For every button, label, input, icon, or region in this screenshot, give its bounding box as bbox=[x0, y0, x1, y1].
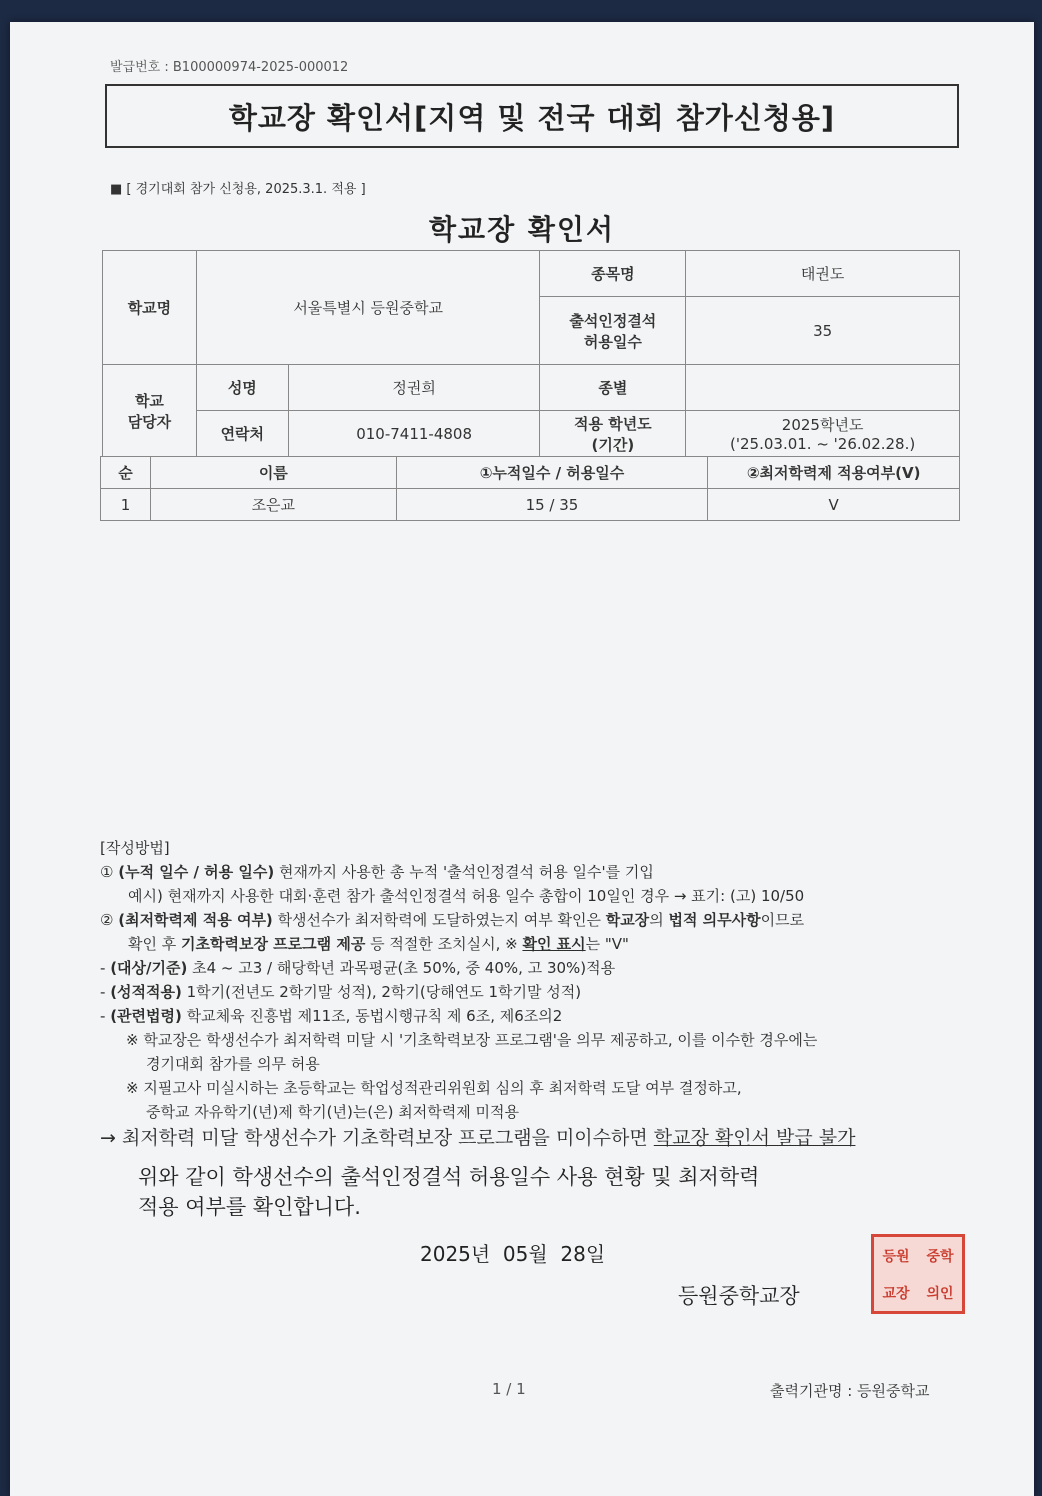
year-label bbox=[540, 411, 686, 457]
main-title: 학교장 확인서[지역 및 전국 대회 참가신청용] bbox=[105, 84, 959, 148]
issue-number: 발급번호 : B100000974-2025-000012 bbox=[110, 60, 349, 75]
sub-title: 학교장 확인서 bbox=[428, 213, 616, 246]
instr-bold: (대상/기준) bbox=[110, 959, 188, 977]
instr-text: - bbox=[100, 983, 111, 1001]
seal-char: 등원 bbox=[882, 1248, 910, 1265]
instr-line-11: 중학교 자유학기(년)제 학기(년)는(은) 최저학력제 미적용 bbox=[146, 1103, 519, 1121]
col-header-days: ①누적일수 / 허용일수 bbox=[396, 457, 708, 489]
instr-text: 등 적절한 조치실시, ※ bbox=[365, 935, 523, 953]
instr-bold: (관련법령) bbox=[110, 1007, 182, 1025]
type-label: 종별 bbox=[540, 365, 686, 411]
official-seal bbox=[871, 1234, 965, 1314]
seal-char: 의인 bbox=[926, 1285, 954, 1302]
name-value: 정권희 bbox=[288, 365, 540, 411]
allowed-days-value: 35 bbox=[686, 297, 960, 365]
instr-bold: 학교장 bbox=[605, 911, 650, 929]
instr-bold: 확인 표시 bbox=[522, 935, 586, 953]
instr-text: → 최저학력 미달 학생선수가 기초학력보장 프로그램을 미이수하면 bbox=[100, 1127, 654, 1149]
confirmation-text bbox=[138, 1162, 759, 1222]
instr-text: 1학기(전년도 2학기말 성적), 2학기(당해연도 1학기말 성적) bbox=[181, 983, 582, 1001]
col-header-name: 이름 bbox=[150, 457, 396, 489]
instr-line-3 bbox=[100, 908, 980, 932]
row-no: 1 bbox=[101, 489, 151, 521]
table-row bbox=[101, 489, 960, 521]
contact-label-line2: 담당자 bbox=[127, 412, 172, 431]
instr-bold: 기초학력보장 프로그램 제공 bbox=[181, 935, 366, 953]
instr-text: 현재까지 사용한 총 누적 '출석인정결석 허용 일수'를 기입 bbox=[274, 863, 654, 881]
instr-line-12 bbox=[100, 1126, 980, 1150]
instr-text: ② bbox=[100, 911, 119, 929]
instr-line-5 bbox=[100, 956, 980, 980]
seal-char: 중학 bbox=[926, 1248, 954, 1265]
instr-line-7 bbox=[100, 1004, 980, 1028]
instr-text: 이므로 bbox=[760, 911, 805, 929]
principal-name: 등원중학교장 bbox=[678, 1284, 800, 1308]
contact-label-line1: 학교 bbox=[134, 391, 164, 410]
instr-bold: (최저학력제 적용 여부) bbox=[118, 911, 273, 929]
instr-text: 초4 ~ 고3 / 해당학년 과목평균(초 50%, 중 40%, 고 30%)적용 bbox=[187, 959, 616, 977]
name-label: 성명 bbox=[196, 365, 288, 411]
sport-label: 종목명 bbox=[540, 251, 686, 297]
school-value: 서울특별시 등원중학교 bbox=[196, 251, 540, 365]
document-sheet bbox=[10, 22, 1034, 1496]
instr-line-9: 경기대회 참가를 의무 허용 bbox=[146, 1055, 320, 1073]
row-days: 15 / 35 bbox=[396, 489, 708, 521]
usage-note: ■ [ 경기대회 참가 신청용, 2025.3.1. 적용 ] bbox=[110, 182, 366, 197]
instr-text: - bbox=[100, 959, 111, 977]
sport-value: 태권도 bbox=[686, 251, 960, 297]
instructions-heading: [작성방법] bbox=[100, 839, 170, 857]
instr-line-10: ※ 지필고사 미실시하는 초등학교는 학업성적관리위원회 심의 후 최저학력 도달 여부 결정하고, bbox=[126, 1079, 742, 1097]
year-value bbox=[686, 411, 960, 457]
instr-text: 확인 후 bbox=[128, 935, 182, 953]
allowed-days-label-line1: 출석인정결석 bbox=[569, 311, 657, 330]
instr-bold: (성적적용) bbox=[110, 983, 182, 1001]
col-header-no: 순 bbox=[101, 457, 151, 489]
instr-text: 의 bbox=[649, 911, 669, 929]
allowed-days-label bbox=[540, 297, 686, 365]
confirmation-line-1: 위와 같이 학생선수의 출석인정결석 허용일수 사용 현황 및 최저학력 bbox=[138, 1165, 760, 1189]
col-header-min-academic: ②최저학력제 적용여부(V) bbox=[708, 457, 960, 489]
instr-line-2: 예시) 현재까지 사용한 대회·훈련 참가 출석인정결석 허용 일수 총합이 10일인 경우 → 표기: (고) 10/50 bbox=[128, 887, 805, 905]
output-organization: 출력기관명 : 등원중학교 bbox=[770, 1382, 930, 1400]
instr-line-6 bbox=[100, 980, 980, 1004]
instr-line-8: ※ 학교장은 학생선수가 최저학력 미달 시 '기초학력보장 프로그램'을 의무 제공하고, 이를 이수한 경우에는 bbox=[126, 1031, 818, 1049]
phone-label: 연락처 bbox=[196, 411, 288, 457]
seal-char: 교장 bbox=[882, 1285, 910, 1302]
contact-label bbox=[103, 365, 197, 457]
instr-text: 학교체육 진흥법 제11조, 동법시행규칙 제 6조, 제6조의2 bbox=[181, 1007, 563, 1025]
confirmation-line-2: 적용 여부를 확인합니다. bbox=[138, 1195, 361, 1219]
school-label: 학교명 bbox=[103, 251, 197, 365]
student-table bbox=[100, 456, 960, 521]
issue-date: 2025년 05월 28일 bbox=[420, 1242, 606, 1266]
phone-value: 010-7411-4808 bbox=[288, 411, 540, 457]
info-table bbox=[102, 250, 960, 457]
year-value-line1: 2025학년도 bbox=[781, 416, 864, 434]
row-min-academic: V bbox=[708, 489, 960, 521]
year-label-line2: (기간) bbox=[591, 435, 635, 454]
year-label-line1: 적용 학년도 bbox=[574, 414, 652, 433]
instr-bold: 법적 의무사항 bbox=[668, 911, 761, 929]
page-number: 1 / 1 bbox=[492, 1380, 526, 1398]
instr-underlined: 학교장 확인서 발급 불가 bbox=[653, 1127, 856, 1149]
instr-text: 학생선수가 최저학력에 도달하였는지 여부 확인은 bbox=[272, 911, 606, 929]
instr-line-4 bbox=[100, 932, 980, 956]
instr-text: - bbox=[100, 1007, 111, 1025]
allowed-days-label-line2: 허용일수 bbox=[583, 332, 642, 351]
instr-bold: (누적 일수 / 허용 일수) bbox=[118, 863, 275, 881]
instr-text: 는 "V" bbox=[585, 935, 629, 953]
year-value-line2: ('25.03.01. ~ '26.02.28.) bbox=[730, 435, 916, 453]
instr-line-1 bbox=[100, 860, 980, 884]
type-value bbox=[686, 365, 960, 411]
row-name: 조은교 bbox=[150, 489, 396, 521]
instructions bbox=[100, 836, 980, 1150]
instr-text: ① bbox=[100, 863, 119, 881]
